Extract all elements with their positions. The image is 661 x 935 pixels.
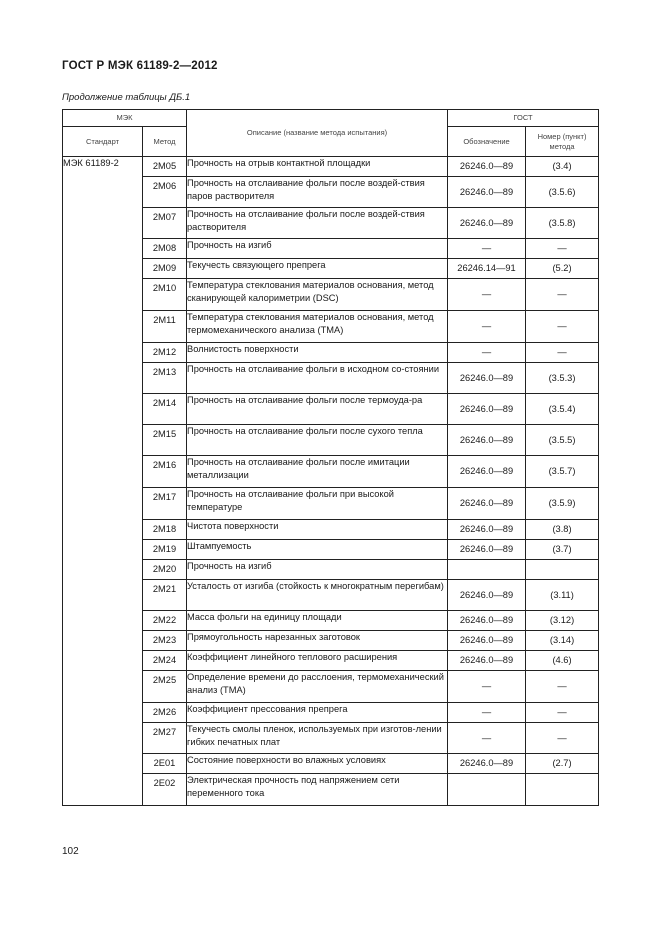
table-row [63, 723, 599, 754]
designation-cell: — [448, 671, 526, 703]
designation-cell: 26246.0—89 [448, 425, 526, 456]
method-cell: 2M07 [143, 208, 187, 239]
designation-cell: 26246.0—89 [448, 208, 526, 239]
designation-cell: 26246.0—89 [448, 520, 526, 540]
description-cell: Прочность на изгиб [187, 239, 448, 259]
description-cell: Коэффициент прессования препрега [187, 703, 448, 723]
designation-cell: — [448, 239, 526, 259]
designation-cell [448, 774, 526, 806]
document-title: ГОСТ Р МЭК 61189-2—2012 [62, 60, 218, 72]
clause-cell: (2.7) [526, 754, 599, 774]
description-cell: Прочность на отслаивание фольги после воздей-ствия растворителя [187, 208, 448, 239]
header-designation: Обозначение [448, 127, 526, 157]
table-row [63, 425, 599, 456]
designation-cell: — [448, 343, 526, 363]
designation-cell: — [448, 723, 526, 754]
designation-cell: 26246.0—89 [448, 157, 526, 177]
method-cell: 2E01 [143, 754, 187, 774]
header-iec: МЭК [63, 110, 187, 127]
table-row [63, 540, 599, 560]
description-cell: Прочность на изгиб [187, 560, 448, 580]
table-row [63, 177, 599, 208]
method-cell: 2M13 [143, 363, 187, 394]
clause-cell: (3.12) [526, 611, 599, 631]
clause-cell: (3.8) [526, 520, 599, 540]
clause-cell: (3.5.7) [526, 456, 599, 488]
clause-cell [526, 774, 599, 806]
method-cell: 2M15 [143, 425, 187, 456]
description-cell: Прочность на отслаивание фольги после термоуда-ра [187, 394, 448, 425]
clause-cell: (3.14) [526, 631, 599, 651]
page-number: 102 [62, 846, 79, 857]
method-cell: 2M09 [143, 259, 187, 279]
designation-cell: 26246.0—89 [448, 754, 526, 774]
header-gost: ГОСТ [448, 110, 599, 127]
clause-cell: — [526, 703, 599, 723]
method-cell: 2M12 [143, 343, 187, 363]
method-cell: 2M19 [143, 540, 187, 560]
description-cell: Волнистость поверхности [187, 343, 448, 363]
clause-cell: (3.5.3) [526, 363, 599, 394]
clause-cell: — [526, 311, 599, 343]
clause-cell: (3.5.8) [526, 208, 599, 239]
method-cell: 2M10 [143, 279, 187, 311]
description-cell: Состояние поверхности во влажных условиях [187, 754, 448, 774]
table-row [63, 580, 599, 611]
table-row [63, 631, 599, 651]
method-cell: 2M20 [143, 560, 187, 580]
designation-cell: 26246.0—89 [448, 540, 526, 560]
table-row [63, 488, 599, 520]
description-cell: Прочность на отслаивание фольги после воздей-ствия паров растворителя [187, 177, 448, 208]
header-description: Описание (название метода испытания) [187, 110, 448, 157]
clause-cell: (3.7) [526, 540, 599, 560]
method-cell: 2M27 [143, 723, 187, 754]
clause-cell [526, 560, 599, 580]
clause-cell: (4.6) [526, 651, 599, 671]
description-cell: Текучесть связующего препрега [187, 259, 448, 279]
method-cell: 2M18 [143, 520, 187, 540]
clause-cell: (3.5.6) [526, 177, 599, 208]
designation-cell: 26246.0—89 [448, 394, 526, 425]
header-standard: Стандарт [63, 127, 143, 157]
description-cell: Прочность на отслаивание фольги после сухого тепла [187, 425, 448, 456]
designation-cell [448, 560, 526, 580]
clause-cell: — [526, 239, 599, 259]
description-cell: Усталость от изгиба (стойкость к многократным перегибам) [187, 580, 448, 611]
description-cell: Коэффициент линейного теплового расширения [187, 651, 448, 671]
designation-cell: 26246.0—89 [448, 611, 526, 631]
clause-cell: — [526, 671, 599, 703]
designation-cell: 26246.0—89 [448, 488, 526, 520]
method-cell: 2M16 [143, 456, 187, 488]
method-cell: 2M26 [143, 703, 187, 723]
table-body [63, 157, 599, 806]
description-cell: Чистота поверхности [187, 520, 448, 540]
table-row [63, 259, 599, 279]
table-row [63, 208, 599, 239]
clause-cell: (3.5.5) [526, 425, 599, 456]
method-cell: 2M14 [143, 394, 187, 425]
description-cell: Температура стеклования материалов основания, метод сканирующей калориметрии (DSC) [187, 279, 448, 311]
header-clause: Номер (пункт) метода [526, 127, 599, 157]
designation-cell: — [448, 311, 526, 343]
description-cell: Прочность на отслаивание фольги после имитации металлизации [187, 456, 448, 488]
designation-cell: — [448, 279, 526, 311]
clause-cell: (3.5.4) [526, 394, 599, 425]
method-cell: 2M22 [143, 611, 187, 631]
designation-cell: 26246.0—89 [448, 177, 526, 208]
table-row [63, 279, 599, 311]
description-cell: Прочность на отрыв контактной площадки [187, 157, 448, 177]
clause-cell: (3.11) [526, 580, 599, 611]
description-cell: Масса фольги на единицу площади [187, 611, 448, 631]
clause-cell: — [526, 279, 599, 311]
method-cell: 2M08 [143, 239, 187, 259]
table-row [63, 311, 599, 343]
table-row [63, 671, 599, 703]
table-row [63, 520, 599, 540]
header-method: Метод [143, 127, 187, 157]
table-row [63, 651, 599, 671]
description-cell: Электрическая прочность под напряжением сети переменного тока [187, 774, 448, 806]
description-cell: Штампуемость [187, 540, 448, 560]
table-row [63, 343, 599, 363]
table-row [63, 611, 599, 631]
designation-cell: 26246.0—89 [448, 631, 526, 651]
table-row [63, 363, 599, 394]
designation-cell: 26246.0—89 [448, 456, 526, 488]
method-cell: 2M06 [143, 177, 187, 208]
clause-cell: — [526, 343, 599, 363]
clause-cell: (3.5.9) [526, 488, 599, 520]
designation-cell: 26246.0—89 [448, 651, 526, 671]
method-cell: 2M05 [143, 157, 187, 177]
table-row [63, 754, 599, 774]
designation-cell: 26246.14—91 [448, 259, 526, 279]
designation-cell: — [448, 703, 526, 723]
designation-cell: 26246.0—89 [448, 363, 526, 394]
description-cell: Прочность на отслаивание фольги в исходном со-стоянии [187, 363, 448, 394]
description-cell: Температура стеклования материалов основания, метод термомеханического анализа (ТМА) [187, 311, 448, 343]
description-cell: Определение времени до расслоения, термомеханический анализ (ТМА) [187, 671, 448, 703]
clause-cell: (3.4) [526, 157, 599, 177]
table-row [63, 560, 599, 580]
table-row [63, 394, 599, 425]
clause-cell: — [526, 723, 599, 754]
method-cell: 2E02 [143, 774, 187, 806]
designation-cell: 26246.0—89 [448, 580, 526, 611]
description-cell: Текучесть смолы пленок, используемых при изготов-лении гибких печатных плат [187, 723, 448, 754]
table-row [63, 456, 599, 488]
table-row [63, 774, 599, 806]
table-row [63, 239, 599, 259]
table-row [63, 703, 599, 723]
table-row [63, 157, 599, 177]
method-cell: 2M17 [143, 488, 187, 520]
description-cell: Прямоугольность нарезанных заготовок [187, 631, 448, 651]
method-cell: 2M23 [143, 631, 187, 651]
clause-cell: (5.2) [526, 259, 599, 279]
description-cell: Прочность на отслаивание фольги при высокой температуре [187, 488, 448, 520]
table-caption: Продолжение таблицы ДБ.1 [62, 92, 191, 103]
standard-cell: МЭК 61189-2 [63, 157, 143, 806]
comparison-table [62, 109, 599, 806]
method-cell: 2M21 [143, 580, 187, 611]
method-cell: 2M24 [143, 651, 187, 671]
method-cell: 2M25 [143, 671, 187, 703]
method-cell: 2M11 [143, 311, 187, 343]
